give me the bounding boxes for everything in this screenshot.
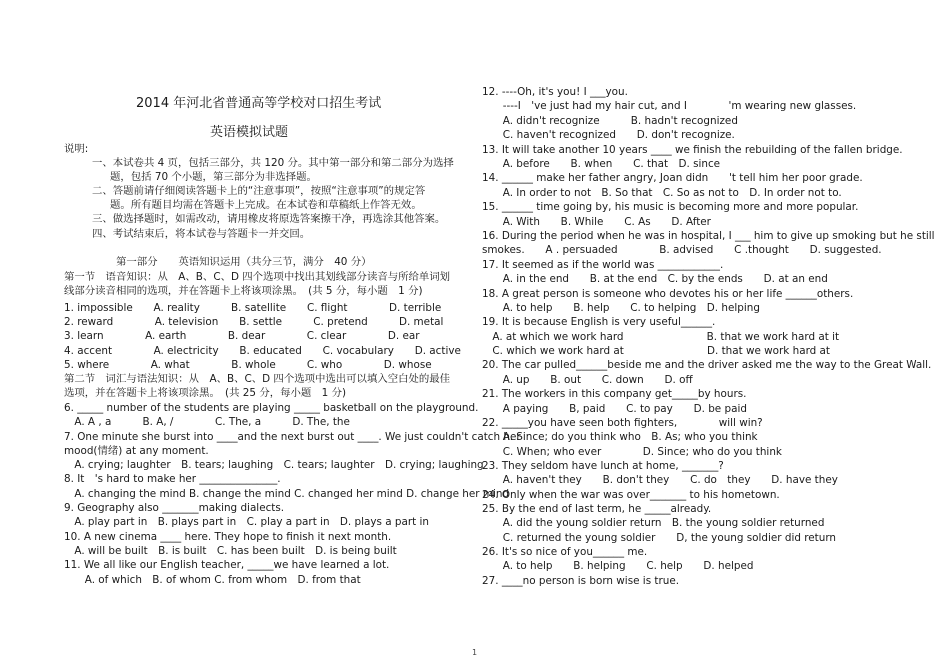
question: 16. During the period when he was in hospital, I ___ him to give up smoking but he still (482, 230, 935, 242)
answer-options: C. which we work hard at D. that we work hard at (482, 345, 831, 357)
answer-options: A. play part in B. plays part in C. play a part in D. plays a part in (64, 516, 430, 528)
answer-options: A. In order to not B. So that C. So as not to D. In order not to. (482, 187, 842, 199)
question: 26. It's so nice of you______ me. (482, 546, 648, 558)
question: 14. ______ make her father angry, Joan didn 't tell him her poor grade. (482, 172, 863, 184)
question: 20. The car pulled______beside me and the driver asked me the way to the Great Wall. (482, 359, 932, 371)
question: 15. ______ time going by, his music is becoming more and more popular. (482, 201, 859, 213)
answer-options: A. before B. when C. that D. since (482, 158, 721, 170)
answer-options: A. changing the mind B. change the mind C. changed her mind D. change her mind (64, 488, 510, 500)
question: 5. where A. what B. whole C. who D. whose (64, 359, 432, 371)
answer-options: A. haven't they B. don't they C. do they D. have they (482, 474, 838, 486)
section-heading: 选项，并在答题卡上将该项涂黑。 (共 25 分，每小题 1 分) (64, 387, 347, 399)
answer-options: A. A , a B. A, / C. The, a D. The, the (64, 416, 350, 428)
answer-options: smokes. A . persuaded B. advised C .thought D. suggested. (482, 244, 882, 256)
exam-subtitle: 英语模拟试题 (210, 125, 289, 140)
instruction-line: 题，包括 70 个小题，第三部分为非选择题。 (110, 171, 317, 183)
answer-options: C. haven't recognized D. don't recognize. (482, 129, 735, 141)
question-continued: mood(情绪) at any moment. (64, 445, 209, 457)
answer-options: A. didn't recognize B. hadn't recognized (482, 115, 738, 127)
question: 17. It seemed as if the world was ____________. (482, 259, 724, 271)
answer-options: A. With B. While C. As D. After (482, 216, 711, 228)
page-number: 1 (472, 648, 478, 657)
answer-options: A. to help B. help C. to helping D. helping (482, 302, 760, 314)
instruction-line: 三、做选择题时，如需改动，请用橡皮将原选答案擦干净，再选涂其他答案。 (92, 213, 446, 225)
question: 13. It will take another 10 years ____ we finish the rebuilding of the fallen bridge. (482, 144, 903, 156)
question: 3. learn A. earth B. dear C. clear D. ear (64, 330, 420, 342)
question: 25. By the end of last term, he _____already. (482, 503, 712, 515)
question: 6. _____ number of the students are playing _____ basketball on the playground. (64, 402, 479, 414)
answer-options: A paying B, paid C. to pay D. be paid (482, 403, 747, 415)
question: 1. impossible A. reality B. satellite C. flight D. terrible (64, 302, 442, 314)
part-heading: 第一部分 英语知识运用（共分三节，满分 40 分） (116, 256, 372, 268)
instructions-heading: 说明: (64, 143, 89, 155)
question: 24. Only when the war was over_______ to his hometown. (482, 489, 780, 501)
question: 27. ____no person is born wise is true. (482, 575, 680, 587)
question: 22. _____you have seen both fighters, will win? (482, 417, 763, 429)
answer-options: A. of which B. of whom C. from whom D. from that (64, 574, 361, 586)
answer-options: A. at which we work hard B. that we work hard at it (482, 331, 840, 343)
instruction-line: 一、本试卷共 4 页，包括三部分，共 120 分。其中第一部分和第二部分为选择 (92, 157, 454, 169)
answer-options: C. When; who ever D. Since; who do you think (482, 446, 782, 458)
question: 23. They seldom have lunch at home, _______? (482, 460, 724, 472)
exam-title: 2014 年河北省普通高等学校对口招生考试 (136, 96, 382, 111)
question: 21. The workers in this company get_____by hours. (482, 388, 747, 400)
question-continued: ----I 've just had my hair cut, and I 'm wearing new glasses. (482, 100, 857, 112)
answer-options: A. did the young soldier return B. the young soldier returned (482, 517, 825, 529)
question: 19. It is because English is very useful______. (482, 316, 716, 328)
question: 8. It 's hard to make her _______________. (64, 473, 281, 485)
answer-options: A. crying; laughter B. tears; laughing C. tears; laughter D. crying; laughing (64, 459, 484, 471)
question: 7. One minute she burst into ____and the next burst out ____. We just couldn't catch her (64, 431, 521, 443)
question: 9. Geography also _______making dialects. (64, 502, 285, 514)
answer-options: A. in the end B. at the end C. by the ends D. at an end (482, 273, 828, 285)
question: 11. We all like our English teacher, _____we have learned a lot. (64, 559, 390, 571)
section-heading: 线部分读音相同的选项，并在答题卡上将该项涂黑。 (共 5 分，每小题 1 分) (64, 285, 423, 297)
question: 10. A new cinema ____ here. They hope to finish it next month. (64, 531, 392, 543)
answer-options: A. will be built B. is built C. has been built D. is being built (64, 545, 397, 557)
instruction-line: 四、考试结束后，将本试卷与答题卡一并交回。 (92, 228, 311, 240)
instruction-line: 题。所有题目均需在答题卡上完成。在本试卷和草稿纸上作答无效。 (110, 199, 422, 211)
answer-options: A. up B. out C. down D. off (482, 374, 693, 386)
instruction-line: 二、答题前请仔细阅读答题卡上的“注意事项”，按照“注意事项”的规定答 (92, 185, 426, 197)
section-heading: 第二节 词汇与语法知识：从 A、B、C、D 四个选项中选出可以填入空白处的最佳 (64, 373, 451, 385)
question: 12. ----Oh, it's you! I ___you. (482, 86, 628, 98)
question: 2. reward A. television B. settle C. pretend D. metal (64, 316, 444, 328)
answer-options: A. to help B. helping C. help D. helped (482, 560, 754, 572)
section-heading: 第一节 语音知识：从 A、B、C、D 四个选项中找出其划线部分读音与所给单词划 (64, 271, 451, 283)
question: 18. A great person is someone who devotes his or her life ______others. (482, 288, 854, 300)
answer-options: A. Since; do you think who B. As; who you think (482, 431, 758, 443)
question: 4. accent A. electricity B. educated C. vocabulary D. active (64, 345, 461, 357)
answer-options: C. returned the young soldier D, the young soldier did return (482, 532, 837, 544)
